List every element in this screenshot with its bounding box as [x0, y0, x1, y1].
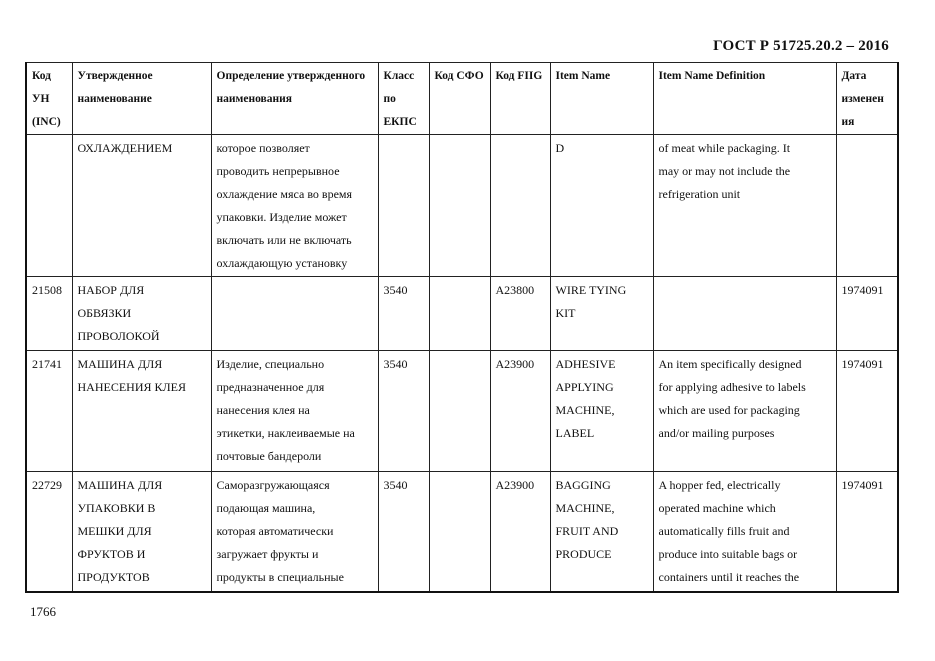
- header-fiig: Код FIIG: [490, 63, 550, 135]
- cell-item-definition: of meat while packaging. It may or may not include the refrigeration unit: [653, 135, 836, 277]
- cell-fiig: A23900: [490, 472, 550, 592]
- cell-class: [378, 135, 429, 277]
- cell-sfo: [429, 277, 490, 351]
- cell-definition: которое позволяет проводить непрерывное охлаждение мяса во время упаковки. Изделие может включать или не включать охлаждающую установку: [211, 135, 378, 277]
- cell-fiig: A23800: [490, 277, 550, 351]
- cell-fiig: A23900: [490, 351, 550, 472]
- cell-definition: Саморазгружающаяся подающая машина, которая автоматически загружает фрукты и продукты в специальные: [211, 472, 378, 592]
- cell-date: 1974091: [836, 472, 898, 592]
- header-date: Дата изменен ия: [836, 63, 898, 135]
- cell-item-name: BAGGING MACHINE, FRUIT AND PRODUCE: [550, 472, 653, 592]
- cell-item-name: D: [550, 135, 653, 277]
- cell-class: 3540: [378, 472, 429, 592]
- catalog-table: [25, 62, 899, 593]
- header-inc: Код УН (INC): [26, 63, 72, 135]
- cell-sfo: [429, 351, 490, 472]
- cell-approved-name: НАБОР ДЛЯ ОБВЯЗКИ ПРОВОЛОКОЙ: [72, 277, 211, 351]
- table-row: [26, 277, 898, 351]
- page-number: 1766: [30, 604, 56, 619]
- cell-item-name: ADHESIVE APPLYING MACHINE, LABEL: [550, 351, 653, 472]
- cell-fiig: [490, 135, 550, 277]
- cell-class: 3540: [378, 351, 429, 472]
- cell-class: 3540: [378, 277, 429, 351]
- table-row: [26, 351, 898, 472]
- cell-definition: [211, 277, 378, 351]
- header-definition: Определение утвержденного наименования: [211, 63, 378, 135]
- cell-approved-name: МАШИНА ДЛЯ НАНЕСЕНИЯ КЛЕЯ: [72, 351, 211, 472]
- document-code: ГОСТ Р 51725.20.2 – 2016: [713, 38, 889, 54]
- cell-approved-name: ОХЛАЖДЕНИЕМ: [72, 135, 211, 277]
- header-item-name: Item Name: [550, 63, 653, 135]
- cell-item-definition: An item specifically designed for applying adhesive to labels which are used for packaging and/or mailing purposes: [653, 351, 836, 472]
- cell-definition: Изделие, специально предназначенное для нанесения клея на этикетки, наклеиваемые на почтовые бандероли: [211, 351, 378, 472]
- header-sfo: Код СФО: [429, 63, 490, 135]
- cell-date: 1974091: [836, 351, 898, 472]
- cell-inc: 22729: [26, 472, 72, 592]
- table-row: [26, 472, 898, 592]
- cell-date: 1974091: [836, 277, 898, 351]
- cell-item-name: WIRE TYING KIT: [550, 277, 653, 351]
- cell-item-definition: [653, 277, 836, 351]
- cell-sfo: [429, 472, 490, 592]
- cell-approved-name: МАШИНА ДЛЯ УПАКОВКИ В МЕШКИ ДЛЯ ФРУКТОВ И ПРОДУКТОВ: [72, 472, 211, 592]
- header-row: [26, 63, 898, 135]
- table-row: [26, 135, 898, 277]
- cell-inc: 21741: [26, 351, 72, 472]
- cell-inc: [26, 135, 72, 277]
- header-class: Класс по ЕКПС: [378, 63, 429, 135]
- header-approved-name: Утвержденное наименование: [72, 63, 211, 135]
- cell-date: [836, 135, 898, 277]
- header-item-definition: Item Name Definition: [653, 63, 836, 135]
- cell-inc: 21508: [26, 277, 72, 351]
- cell-sfo: [429, 135, 490, 277]
- cell-item-definition: A hopper fed, electrically operated machine which automatically fills fruit and produce into suitable bags or containers until it reaches the: [653, 472, 836, 592]
